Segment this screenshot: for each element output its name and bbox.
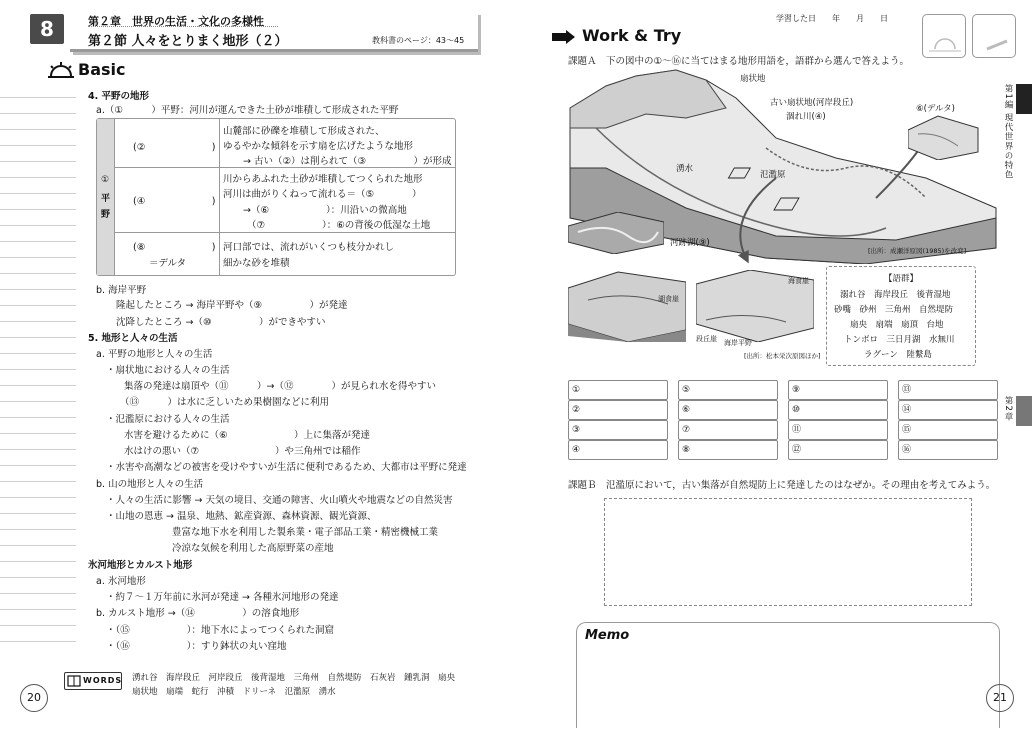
label-cliff: 湖食崖 [658, 295, 679, 303]
stamp-box-2 [972, 14, 1016, 58]
line-a5-5: 水害を避けるために（⑥ ）上に集落が発達 [124, 430, 371, 441]
line-a6-1: ・約７～１万年前に氷河が発達 → 各種氷河地形の発達 [106, 592, 339, 603]
ruled-margin [0, 82, 76, 642]
answer-field[interactable] [678, 400, 778, 420]
line-a: a.（① ）平野：河川が運んできた土砂が堆積して形成された平野 [96, 105, 399, 116]
side-tab-label-2: 第2章 [1003, 396, 1013, 422]
glossary-row-2: 砂嘴 砂州 三角州 自然堤防 [834, 305, 954, 315]
label-wave-cliff: 海食崖 [788, 277, 809, 285]
answer-number: ④ [572, 445, 581, 455]
glossary-title: 【語群】 [884, 274, 919, 284]
line-a5-7: ・水害や高潮などの被害を受けやすいが生活に便利であるため、大都市は平野に発達 [106, 462, 467, 473]
side-char1: 平 [101, 194, 111, 204]
answer-number: ③ [572, 425, 581, 435]
table-row2-line4: （⑦ ）：⑥の背後の低湿な土地 [247, 220, 431, 231]
answer-field[interactable] [568, 380, 668, 400]
answer-number: ⑯ [902, 445, 912, 455]
delta-label: ＝デルタ [149, 258, 187, 269]
arrow-icon [552, 30, 576, 44]
words-row2: 扇状地 扇端 蛇行 沖積 ドリーネ 氾濫原 湧水 [132, 687, 336, 697]
answer-box-b[interactable] [604, 498, 972, 606]
answer-field[interactable] [678, 420, 778, 440]
answer-field[interactable] [788, 400, 888, 420]
blank-4: (④ ) [133, 196, 216, 207]
side-char2: 野 [101, 210, 111, 220]
line-a5-2: 集落の発達は扇頂や（⑪ ）→（⑫ ）が見られ水を得やすい [124, 381, 436, 392]
oxbow-inset [568, 212, 664, 254]
blank-8: (⑧ ) [133, 242, 216, 253]
table-row1-line3: → 古い（②）は削られて（③ ）が形成 [243, 156, 452, 167]
words-row1: 湧れ谷 海岸段丘 河岸段丘 後背湿地 三角州 自然堤防 石灰岩 鍾乳洞 扇央 [132, 673, 456, 683]
answer-field[interactable] [898, 380, 998, 400]
basic-heading: Basic [78, 60, 126, 79]
task-a: 課題Ａ 下の図中の①～⑯に当てはまる地形用語を，語群から選んで答えよう。 [568, 56, 910, 67]
table-row2-line1: 川からあふれた土砂が堆積してつくられた地形 [223, 174, 423, 185]
line-b6-2: ・（⑯ ）：すり鉢状の丸い窪地 [106, 641, 287, 652]
answer-number: ⑪ [792, 425, 802, 435]
side-num: ① [101, 175, 110, 185]
task-b: 課題Ｂ 氾濫原において，古い集落が自然堤防上に発達したのはなぜか。その理由を考えてみよう。 [568, 480, 996, 491]
answer-number: ① [572, 385, 581, 395]
answer-field[interactable] [568, 440, 668, 460]
section-title: 第２節 人々をとりまく地形（２） [88, 34, 288, 49]
memo-box[interactable] [576, 622, 1000, 728]
table-row3-line2: 細かな砂を堆積 [223, 258, 290, 269]
label-sea-plain: 海岸平野 [724, 339, 752, 347]
line-b5-1: ・人々の生活に影響 → 天気の境目、交通の障害、火山噴火や地震などの自然災害 [106, 495, 453, 506]
line-a5-1: ・扇状地における人々の生活 [106, 365, 230, 376]
answer-number: ⑤ [682, 385, 691, 395]
answer-number: ⑬ [902, 385, 912, 395]
plain-table [96, 118, 456, 276]
stamp-box-1 [922, 14, 966, 58]
line-a6: a. 氷河地形 [96, 576, 146, 587]
answer-field[interactable] [678, 380, 778, 400]
heading-plain-landforms: 4. 平野の地形 [88, 91, 150, 102]
pencil-stamp-icon [973, 15, 1017, 59]
answer-number: ⑦ [682, 425, 691, 435]
line-a5: a. 平野の地形と人々の生活 [96, 349, 213, 360]
book-icon [67, 675, 81, 687]
answer-field[interactable] [788, 380, 888, 400]
answer-field[interactable] [898, 420, 998, 440]
words-label: WORDS [64, 672, 122, 690]
sun-stamp-icon [923, 15, 967, 59]
answer-field[interactable] [898, 440, 998, 460]
answer-field[interactable] [898, 400, 998, 420]
table-row2-line3: →（⑥ ）：川沿いの微高地 [243, 205, 407, 216]
answer-number: ⑩ [792, 405, 801, 415]
page-number-right: 21 [986, 684, 1014, 712]
side-tab-inactive [1016, 396, 1032, 426]
glossary-row-1: 溺れ谷 海岸段丘 後背湿地 [840, 290, 951, 300]
study-date: 学習した日 年 月 日 [776, 14, 888, 23]
line-a5-6: 水はけの悪い（⑦ ）や三角州では稲作 [124, 446, 361, 457]
label-fan: 扇状地 [740, 74, 766, 84]
line-b6-1: ・（⑮ ）：地下水によってつくられた洞窟 [106, 625, 335, 636]
line-b5-4: 冷涼な気候を利用した高原野菜の産地 [172, 543, 334, 554]
heading-life: 5. 地形と人々の生活 [88, 333, 178, 344]
glossary-row-3: 扇央 扇端 扇頂 台地 [850, 320, 944, 330]
line-b5: b. 山の地形と人々の生活 [96, 479, 204, 490]
work-try-heading: Work & Try [582, 26, 682, 45]
label-terrace: 段丘崖 [696, 335, 717, 343]
answer-number: ⑮ [902, 425, 912, 435]
blank-2: (② ) [133, 142, 216, 153]
table-row1-line1: 山麓部に砂礫を堆積して形成された、 [223, 126, 385, 137]
answer-number: ⑧ [682, 445, 691, 455]
line-b: b. 海岸平野 [96, 285, 147, 296]
answer-field[interactable] [568, 420, 668, 440]
textbook-pages: 教科書のページ：43～45 [372, 36, 465, 45]
answer-number: ⑥ [682, 405, 691, 415]
line-b1: 隆起したところ → 海岸平野や（⑨ ）が発達 [116, 300, 348, 311]
label-delta: ⑥(デルタ) [916, 104, 955, 114]
heading-glacial: 氷河地形とカルスト地形 [88, 560, 193, 571]
answer-number: ⑨ [792, 385, 801, 395]
coast-diagram-1 [568, 270, 686, 342]
title-divider [88, 26, 278, 27]
table-row3-line1: 河口部では、流れがいくつも枝分かれし [223, 242, 395, 253]
glossary-row-5: ラグーン 陸繋島 [864, 350, 932, 360]
line-a5-3: （⑬ ）は水に乏しいため果樹園などに利用 [120, 397, 330, 408]
line-b5-3: 豊富な地下水を利用した製糸業・電子部品工業・精密機械工業 [172, 527, 439, 538]
table-side-label [97, 119, 115, 275]
label-water: 湧水 [676, 164, 694, 174]
source-1: [出所：成瀬洋原図(1985)を改変] [868, 247, 967, 255]
line-b5-2: ・山地の恩恵 → 温泉、地熱、鉱産資源、森林資源、観光資源、 [106, 511, 377, 522]
page-number-left: 20 [20, 684, 48, 712]
table-hdivider [115, 167, 455, 168]
label-river-lake: 河跡湖(⑨) [670, 238, 710, 248]
chapter-number-badge: 8 [30, 14, 64, 44]
answer-field[interactable] [788, 420, 888, 440]
line-b6: b. カルスト地形 →（⑭ ）の溶食地形 [96, 608, 300, 619]
source-2: [出所：松本栄次原図ほか] [744, 352, 821, 360]
table-vdivider [219, 119, 220, 275]
sun-icon [48, 62, 74, 78]
label-old-fan: 古い扇状地(河岸段丘) [770, 98, 854, 108]
answer-number: ⑫ [792, 445, 802, 455]
glossary-row-4: トンボロ 三日月湖 水無川 [844, 335, 955, 345]
side-tab-active [1016, 84, 1032, 114]
delta-inset [908, 112, 980, 160]
answer-field[interactable] [788, 440, 888, 460]
table-row1-line2: ゆるやかな傾斜を示す扇を広げたような地形 [223, 141, 414, 152]
line-a5-4: ・氾濫原における人々の生活 [106, 414, 230, 425]
answer-number: ⑭ [902, 405, 912, 415]
table-hdivider [115, 232, 455, 233]
chapter-title: 第２章 世界の生活・文化の多様性 [88, 15, 264, 28]
answer-number: ② [572, 405, 581, 415]
side-tab-label-1: 第1編 現代世界の特色 [1003, 84, 1013, 180]
memo-label: Memo [585, 628, 630, 643]
answer-field[interactable] [678, 440, 778, 460]
answer-field[interactable] [568, 400, 668, 420]
line-b2: 沈降したところ →（⑩ ）ができやすい [116, 317, 326, 328]
label-flood: 氾濫原 [760, 170, 786, 180]
label-stream: 涸れ川(④) [786, 112, 826, 122]
table-row2-line2: 河川は曲がりくねって流れる＝（⑤ ） [223, 189, 422, 200]
